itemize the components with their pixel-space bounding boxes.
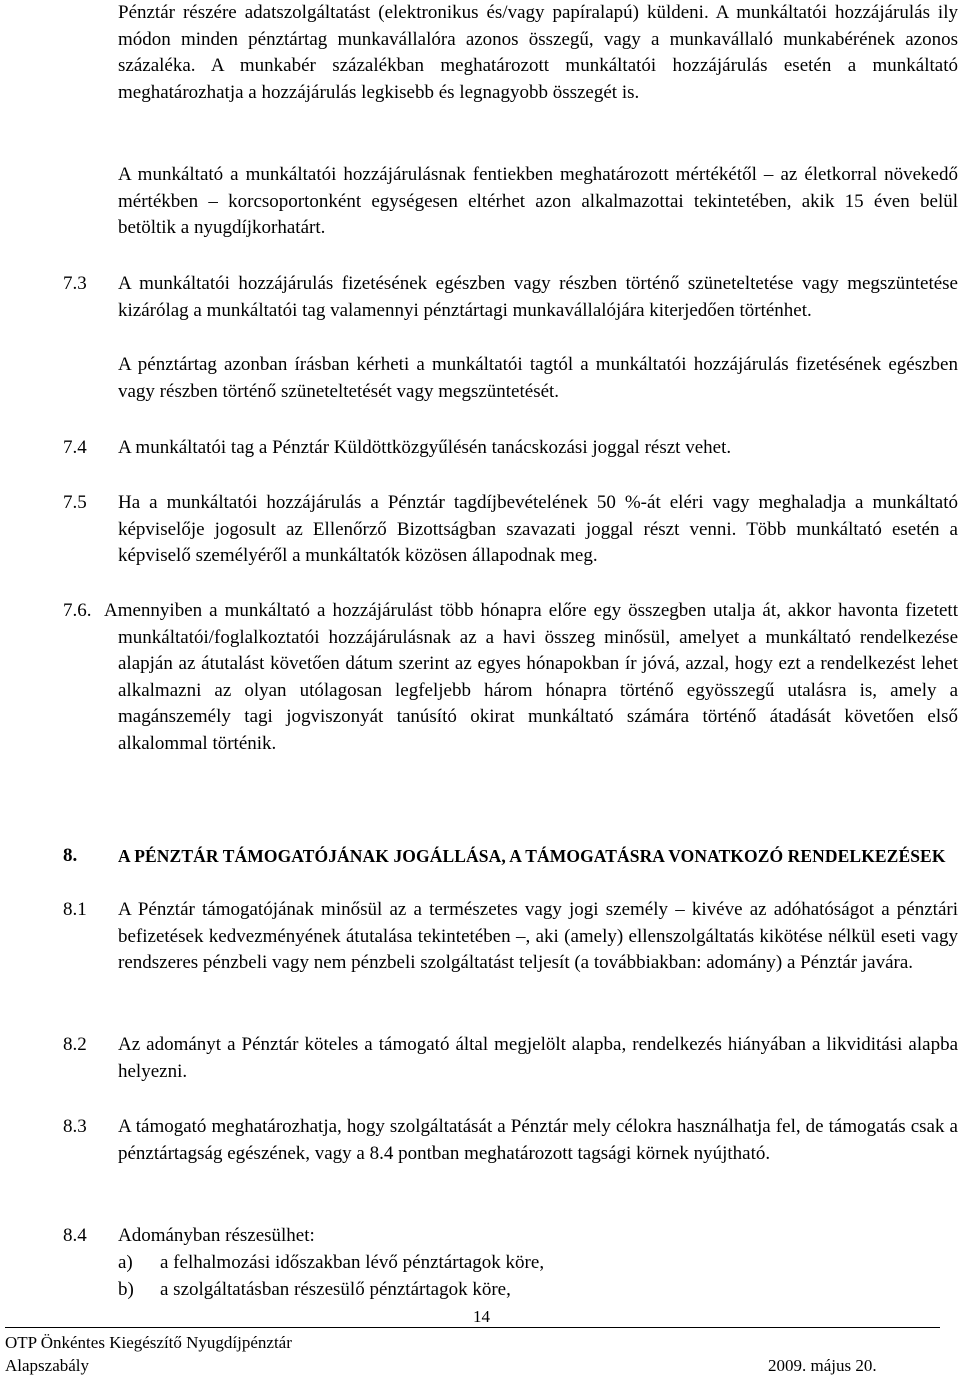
section-text: A támogató meghatározhatja, hogy szolgáltatását a Pénztár mely célokra használhatja fel, de támogatás csak a pénztártagság egészének, vagy a 8.4 pontban meghatározott tagsági körnek nyújtható. xyxy=(118,1116,958,1164)
section-number: 8.2 xyxy=(63,1034,87,1055)
list-item-text: a szolgáltatásban részesülő pénztártagok köre, xyxy=(160,1279,511,1300)
section-number: 7.3 xyxy=(63,273,87,294)
section-text: A Pénztár támogatójának minősül az a természetes vagy jogi személy – kivéve az adóhatóságot a pénztári befizetések kedvezményének átutalása tekintetében –, aki (amely) ellenszolgáltatás kikötése nélkül eseti vagy rendszeres pénzbeli vagy nem pénzbeli szolgáltatást teljesít (a továbbiakban: adomány) a Pénztár javára. xyxy=(118,899,958,973)
footer-page-number: 14 xyxy=(473,1307,490,1326)
footer-organization: OTP Önkéntes Kiegészítő Nyugdíjpénztár xyxy=(5,1333,292,1352)
section-number: 7.6. xyxy=(63,600,92,621)
section-text: A munkáltatói tag a Pénztár Küldöttközgyűlésén tanácskozási joggal részt vehet. xyxy=(118,437,732,458)
section-text: A pénztártag azonban írásban kérheti a munkáltatói tagtól a munkáltatói hozzájárulás fizetésének egészben vagy részben történő szüneteltetését vagy megszüntetését. xyxy=(118,354,958,402)
intro-paragraph-2: A munkáltató a munkáltatói hozzájárulásnak fentiekben meghatározott mértékétől – az életkorral növekedő mértékben – korcsoportonként egységesen eltérhet azon alkalmazottai tekintetében, akik 15 éven belül betöltik a nyugdíjkorhatárt. xyxy=(118,164,958,238)
section-text: Adományban részesülhet: xyxy=(118,1225,315,1246)
section-number: 8.3 xyxy=(63,1116,87,1137)
footer-date: 2009. május 20. xyxy=(768,1356,877,1375)
section-number: 8.1 xyxy=(63,899,87,920)
section-text: Amennyiben a munkáltató a hozzájárulást több hónapra előre egy összegben utalja át, akkor havonta fizetett munkáltatói/foglalkoztatói hozzájárulásnak az a havi összeg minősül, amelyet a munkáltató rendelkezése alapján az átutalást követően dátum szerint az egyes hónapokban ír jóvá, azzal, hogy ezt a rendelkezést lehet alkalmazni az olyan utólagosan legfeljebb három hónapra történő egyösszegű utalásra is, amely a magánszemély tagi jogviszonyát tanúsító okirat munkáltató számára történő átadását követően első alkalommal történik. xyxy=(104,600,958,754)
section-number: 8. xyxy=(63,845,78,866)
section-heading: A PÉNZTÁR TÁMOGATÓJÁNAK JOGÁLLÁSA, A TÁMOGATÁSRA VONATKOZÓ RENDELKEZÉSEK xyxy=(118,846,946,866)
section-text: Az adományt a Pénztár köteles a támogató által megjelölt alapba, rendelkezés hiányában a likviditási alapba helyezni. xyxy=(118,1034,958,1082)
section-text: A munkáltatói hozzájárulás fizetésének egészben vagy részben történő szüneteltetése vagy megszüntetése kizárólag a munkáltatói tag valamennyi pénztártagi munkavállalójára kiterjedően történhet. xyxy=(118,273,958,321)
list-marker: a) xyxy=(118,1252,133,1273)
section-number: 7.5 xyxy=(63,492,87,513)
footer-document-name: Alapszabály xyxy=(5,1356,90,1375)
section-text: Ha a munkáltatói hozzájárulás a Pénztár tagdíjbevételének 50 %-át eléri vagy meghaladja a munkáltató képviselője jogosult az Ellenőrző Bizottságban szavazati joggal részt venni. Több munkáltató esetén a képviselő személyéről a munkáltatók közösen állapodnak meg. xyxy=(118,492,958,566)
section-number: 8.4 xyxy=(63,1225,87,1246)
intro-paragraph-1: Pénztár részére adatszolgáltatást (elektronikus és/vagy papíralapú) küldeni. A munkáltatói hozzájárulás ily módon minden pénztártag munkavállalóra azonos összegű, vagy a munkavállaló munkabérének azonos százaléka. A munkabér százalékban meghatározott munkáltatói hozzájárulás esetén a munkáltató meghatározhatja a hozzájárulás legkisebb és legnagyobb összegét is. xyxy=(118,2,958,103)
section-number: 7.4 xyxy=(63,437,87,458)
list-item-text: a felhalmozási időszakban lévő pénztártagok köre, xyxy=(160,1252,545,1273)
list-marker: b) xyxy=(118,1279,134,1300)
